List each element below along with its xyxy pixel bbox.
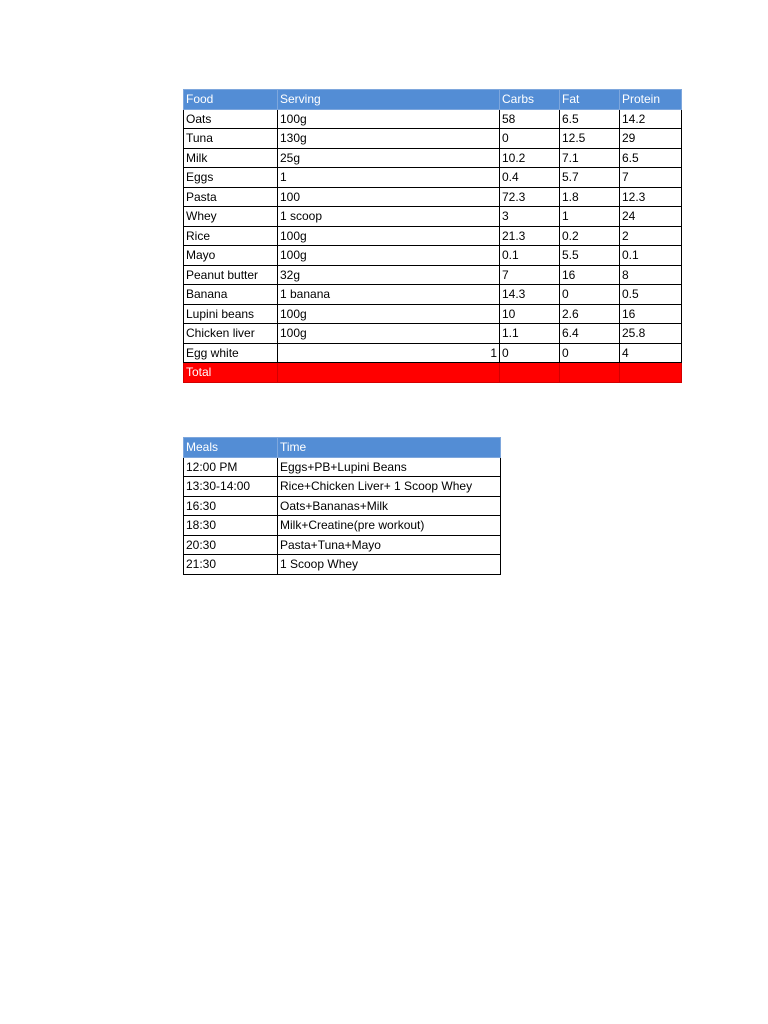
protein-cell[interactable]: 12.3 (620, 187, 682, 207)
table-row (184, 496, 501, 516)
food-cell[interactable]: Rice (184, 226, 278, 246)
table-row (184, 343, 682, 363)
serving-cell[interactable]: 1 scoop (278, 207, 500, 227)
table-row (184, 457, 501, 477)
table-row (184, 109, 682, 129)
table-row (184, 285, 682, 305)
food-nutrition-table (183, 89, 682, 383)
protein-cell[interactable]: 4 (620, 343, 682, 363)
fat-cell[interactable]: 0.2 (560, 226, 620, 246)
fat-cell[interactable]: 5.5 (560, 246, 620, 266)
serving-cell[interactable]: 100g (278, 226, 500, 246)
table-row (184, 207, 682, 227)
carbs-cell[interactable]: 0 (500, 343, 560, 363)
carbs-cell[interactable]: 1.1 (500, 324, 560, 344)
meal-items-cell[interactable]: Rice+Chicken Liver+ 1 Scoop Whey (278, 477, 501, 497)
fat-cell[interactable]: 1 (560, 207, 620, 227)
header-protein[interactable]: Protein (620, 90, 682, 110)
serving-cell[interactable]: 130g (278, 129, 500, 149)
carbs-cell[interactable]: 0 (500, 129, 560, 149)
header-carbs[interactable]: Carbs (500, 90, 560, 110)
table-row (184, 324, 682, 344)
serving-cell[interactable]: 100g (278, 109, 500, 129)
protein-cell[interactable]: 24 (620, 207, 682, 227)
total-serving-cell[interactable] (278, 363, 500, 383)
table-row (184, 246, 682, 266)
table-row (184, 555, 501, 575)
header-serving[interactable]: Serving (278, 90, 500, 110)
table-row (184, 168, 682, 188)
protein-cell[interactable]: 8 (620, 265, 682, 285)
serving-cell[interactable]: 32g (278, 265, 500, 285)
fat-cell[interactable]: 16 (560, 265, 620, 285)
food-cell[interactable]: Lupini beans (184, 304, 278, 324)
food-cell[interactable]: Tuna (184, 129, 278, 149)
total-label[interactable]: Total (184, 363, 278, 383)
serving-cell[interactable]: 100g (278, 246, 500, 266)
serving-cell[interactable]: 100g (278, 304, 500, 324)
carbs-cell[interactable]: 72.3 (500, 187, 560, 207)
fat-cell[interactable]: 7.1 (560, 148, 620, 168)
total-row (184, 363, 682, 383)
meals-schedule-table (183, 437, 501, 575)
meals-table-header-row (184, 438, 501, 458)
total-carbs-cell[interactable] (500, 363, 560, 383)
food-table-header-row (184, 90, 682, 110)
protein-cell[interactable]: 0.5 (620, 285, 682, 305)
table-row (184, 265, 682, 285)
fat-cell[interactable]: 12.5 (560, 129, 620, 149)
protein-cell[interactable]: 14.2 (620, 109, 682, 129)
protein-cell[interactable]: 0.1 (620, 246, 682, 266)
meal-time-cell[interactable]: 20:30 (184, 535, 278, 555)
food-cell[interactable]: Milk (184, 148, 278, 168)
food-cell[interactable]: Peanut butter (184, 265, 278, 285)
food-cell[interactable]: Pasta (184, 187, 278, 207)
table-row (184, 477, 501, 497)
food-cell[interactable]: Egg white (184, 343, 278, 363)
total-fat-cell[interactable] (560, 363, 620, 383)
serving-cell[interactable]: 100 (278, 187, 500, 207)
fat-cell[interactable]: 0 (560, 343, 620, 363)
food-cell[interactable]: Mayo (184, 246, 278, 266)
protein-cell[interactable]: 16 (620, 304, 682, 324)
serving-cell[interactable]: 1 (278, 168, 500, 188)
fat-cell[interactable]: 2.6 (560, 304, 620, 324)
carbs-cell[interactable]: 10.2 (500, 148, 560, 168)
food-cell[interactable]: Whey (184, 207, 278, 227)
table-row (184, 187, 682, 207)
protein-cell[interactable]: 6.5 (620, 148, 682, 168)
serving-cell[interactable]: 25g (278, 148, 500, 168)
table-row (184, 304, 682, 324)
serving-cell[interactable]: 100g (278, 324, 500, 344)
carbs-cell[interactable]: 10 (500, 304, 560, 324)
meal-items-cell[interactable]: Eggs+PB+Lupini Beans (278, 457, 501, 477)
carbs-cell[interactable]: 3 (500, 207, 560, 227)
food-cell[interactable]: Chicken liver (184, 324, 278, 344)
table-row (184, 148, 682, 168)
fat-cell[interactable]: 1.8 (560, 187, 620, 207)
food-cell[interactable]: Oats (184, 109, 278, 129)
table-row (184, 516, 501, 536)
serving-cell[interactable]: 1 banana (278, 285, 500, 305)
meal-time-cell[interactable]: 16:30 (184, 496, 278, 516)
header-time[interactable]: Time (278, 438, 501, 458)
header-food[interactable]: Food (184, 90, 278, 110)
fat-cell[interactable]: 6.4 (560, 324, 620, 344)
meal-time-cell[interactable]: 13:30-14:00 (184, 477, 278, 497)
carbs-cell[interactable]: 58 (500, 109, 560, 129)
table-row (184, 129, 682, 149)
total-protein-cell[interactable] (620, 363, 682, 383)
carbs-cell[interactable]: 21.3 (500, 226, 560, 246)
meal-time-cell[interactable]: 12:00 PM (184, 457, 278, 477)
meal-items-cell[interactable]: Oats+Bananas+Milk (278, 496, 501, 516)
meal-items-cell[interactable]: Milk+Creatine(pre workout) (278, 516, 501, 536)
meal-time-cell[interactable]: 18:30 (184, 516, 278, 536)
protein-cell[interactable]: 25.8 (620, 324, 682, 344)
carbs-cell[interactable]: 14.3 (500, 285, 560, 305)
food-cell[interactable]: Banana (184, 285, 278, 305)
meal-time-cell[interactable]: 21:30 (184, 555, 278, 575)
header-meals[interactable]: Meals (184, 438, 278, 458)
food-cell[interactable]: Eggs (184, 168, 278, 188)
table-row (184, 535, 501, 555)
header-fat[interactable]: Fat (560, 90, 620, 110)
fat-cell[interactable]: 0 (560, 285, 620, 305)
protein-cell[interactable]: 7 (620, 168, 682, 188)
serving-cell[interactable]: 1 (278, 343, 500, 363)
carbs-cell[interactable]: 0.4 (500, 168, 560, 188)
protein-cell[interactable]: 29 (620, 129, 682, 149)
meal-items-cell[interactable]: Pasta+Tuna+Mayo (278, 535, 501, 555)
fat-cell[interactable]: 6.5 (560, 109, 620, 129)
fat-cell[interactable]: 5.7 (560, 168, 620, 188)
table-row (184, 226, 682, 246)
protein-cell[interactable]: 2 (620, 226, 682, 246)
carbs-cell[interactable]: 7 (500, 265, 560, 285)
carbs-cell[interactable]: 0.1 (500, 246, 560, 266)
meal-items-cell[interactable]: 1 Scoop Whey (278, 555, 501, 575)
